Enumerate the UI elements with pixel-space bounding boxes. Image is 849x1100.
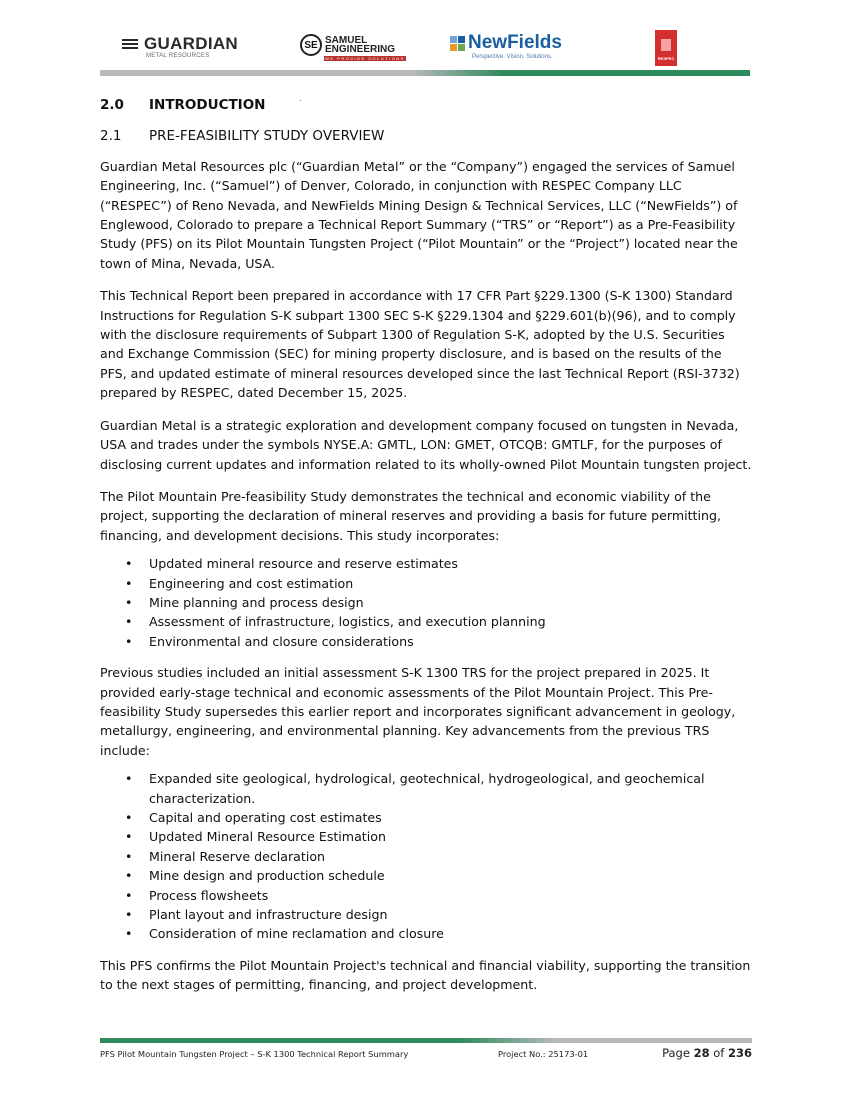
list-item: • Mine planning and process design [149,593,752,612]
paragraph: Guardian Metal is a strategic exploration and development company focused on tungsten in Nevada, USA and trades under the symbols NYSE.A: GMTL, LON: GMET, OTCQB: GMTLF, for the purposes of disclosing current updates and information related to its wholly-owned Pilot Mountain tungsten project. [100,417,752,472]
section-title: INTRODUCTION [149,97,266,113]
paragraph: The Pilot Mountain Pre-feasibility Study demonstrates the technical and economic viability of the project, supporting the declaration of mineral reserves and providing a basis for future permitting, financing, and development decisions. This study incorporates: [100,488,721,543]
header-rule [100,70,750,76]
list-item: • Process flowsheets [149,886,752,905]
list-item: • Assessment of infrastructure, logistics, and execution planning [149,612,752,631]
list-item: • Capital and operating cost estimates [149,808,752,827]
paragraph: This PFS confirms the Pilot Mountain Project's technical and financial viability, supporting the transition to the next stages of permitting, financing, and project development. [100,957,751,993]
newfields-logo [450,32,562,60]
list-item: • Updated Mineral Resource Estimation [149,827,752,846]
advancements-list [100,769,752,944]
section-number: 2.0 [100,97,124,113]
list-item: • Consideration of mine reclamation and closure [149,924,752,943]
subsection-number: 2.1 [100,128,122,145]
subsection-title: PRE-FEASIBILITY STUDY OVERVIEW [149,128,385,145]
footer-report-title: PFS Pilot Mountain Tungsten Project – S-K 1300 Technical Report Summary [100,1049,409,1059]
page-number: Page 28 of 236 [662,1046,752,1060]
samuel-tagline: WE PROVIDE SOLUTIONS [325,56,405,61]
list-item: • Engineering and cost estimation [149,574,752,593]
footer-project-number: Project No.: 25173-01 [498,1049,589,1059]
newfields-squares-icon [450,36,465,51]
newfields-tagline: Perspective. Vision. Solutions. [472,54,553,60]
page-footer [100,1046,752,1062]
list-item: • Updated mineral resource and reserve estimates [149,554,752,573]
guardian-logo-text: GUARDIAN [144,34,239,53]
respec-logo [655,30,677,66]
guardian-bars-icon [122,37,138,51]
newfields-logo-text: NewFields [468,32,562,53]
list-item: • Mineral Reserve declaration [149,847,752,866]
footer-rule [100,1038,752,1043]
section-heading [100,96,752,115]
guardian-logo-subtext: METAL RESOURCES [146,53,210,59]
paragraph: Guardian Metal Resources plc (“Guardian Metal” or the “Company”) engaged the services of Samuel Engineering, Inc. (“Samuel”) of Denver, Colorado, in conjunction with RESPEC Company LLC (“RESPEC”) of Reno Nevada, and NewFields Mining Design & Technical Services, LLC (“NewFields”) of Englewood, Colorado to prepare a Technical Report Summary (“TRS” or “Report”) as a Pre-Feasibility Study (PFS) on its Pilot Mountain Tungsten Project (“Pilot Mountain” or the “Project”) located near the town of Mina, Nevada, USA. [100,158,738,271]
paragraph: Previous studies included an initial assessment S-K 1300 TRS for the project prepared in 2025. It provided early-stage technical and economic assessments of the Pilot Mountain Project. This Pre-feasibility Study supersedes this earlier report and incorporates significant advancement in geology, metallurgy, engineering, and environmental planning. Key advancements from the previous TRS include: [100,665,736,758]
guardian-metal-logo [122,34,239,59]
samuel-engineering-logo [300,34,405,61]
list-item: • Mine design and production schedule [149,866,752,885]
paragraph: This Technical Report been prepared in accordance with 17 CFR Part §229.1300 (S-K 1300) Standard Instructions for Regulation S-K subpart 1300 SEC S-K §229.1304 and §229.601(b)(96), and to comply with the disclosure requirements of Subpart 1300 of Regulation S-K, adopted by the U.S. Securities and Exchange Commission (SEC) for mining property disclosure, and is based on the results of the PFS, and updated estimate of mineral resources developed since the last Technical Report (RSI-3732) prepared by RESPEC, dated December 15, 2025. [100,288,740,401]
list-item: • Expanded site geological, hydrological, geotechnical, hydrogeological, and geochemical characterization. [149,769,752,808]
list-item: • Environmental and closure considerations [149,632,752,651]
document-body [100,96,752,1008]
list-item: • Plant layout and infrastructure design [149,905,752,924]
subsection-heading [100,127,752,146]
samuel-logo-text: SAMUEL ENGINEERING [325,35,396,55]
se-mark-icon: SE [300,34,322,56]
study-scope-list [100,554,752,651]
respec-badge-icon: RESPEC [655,30,677,66]
